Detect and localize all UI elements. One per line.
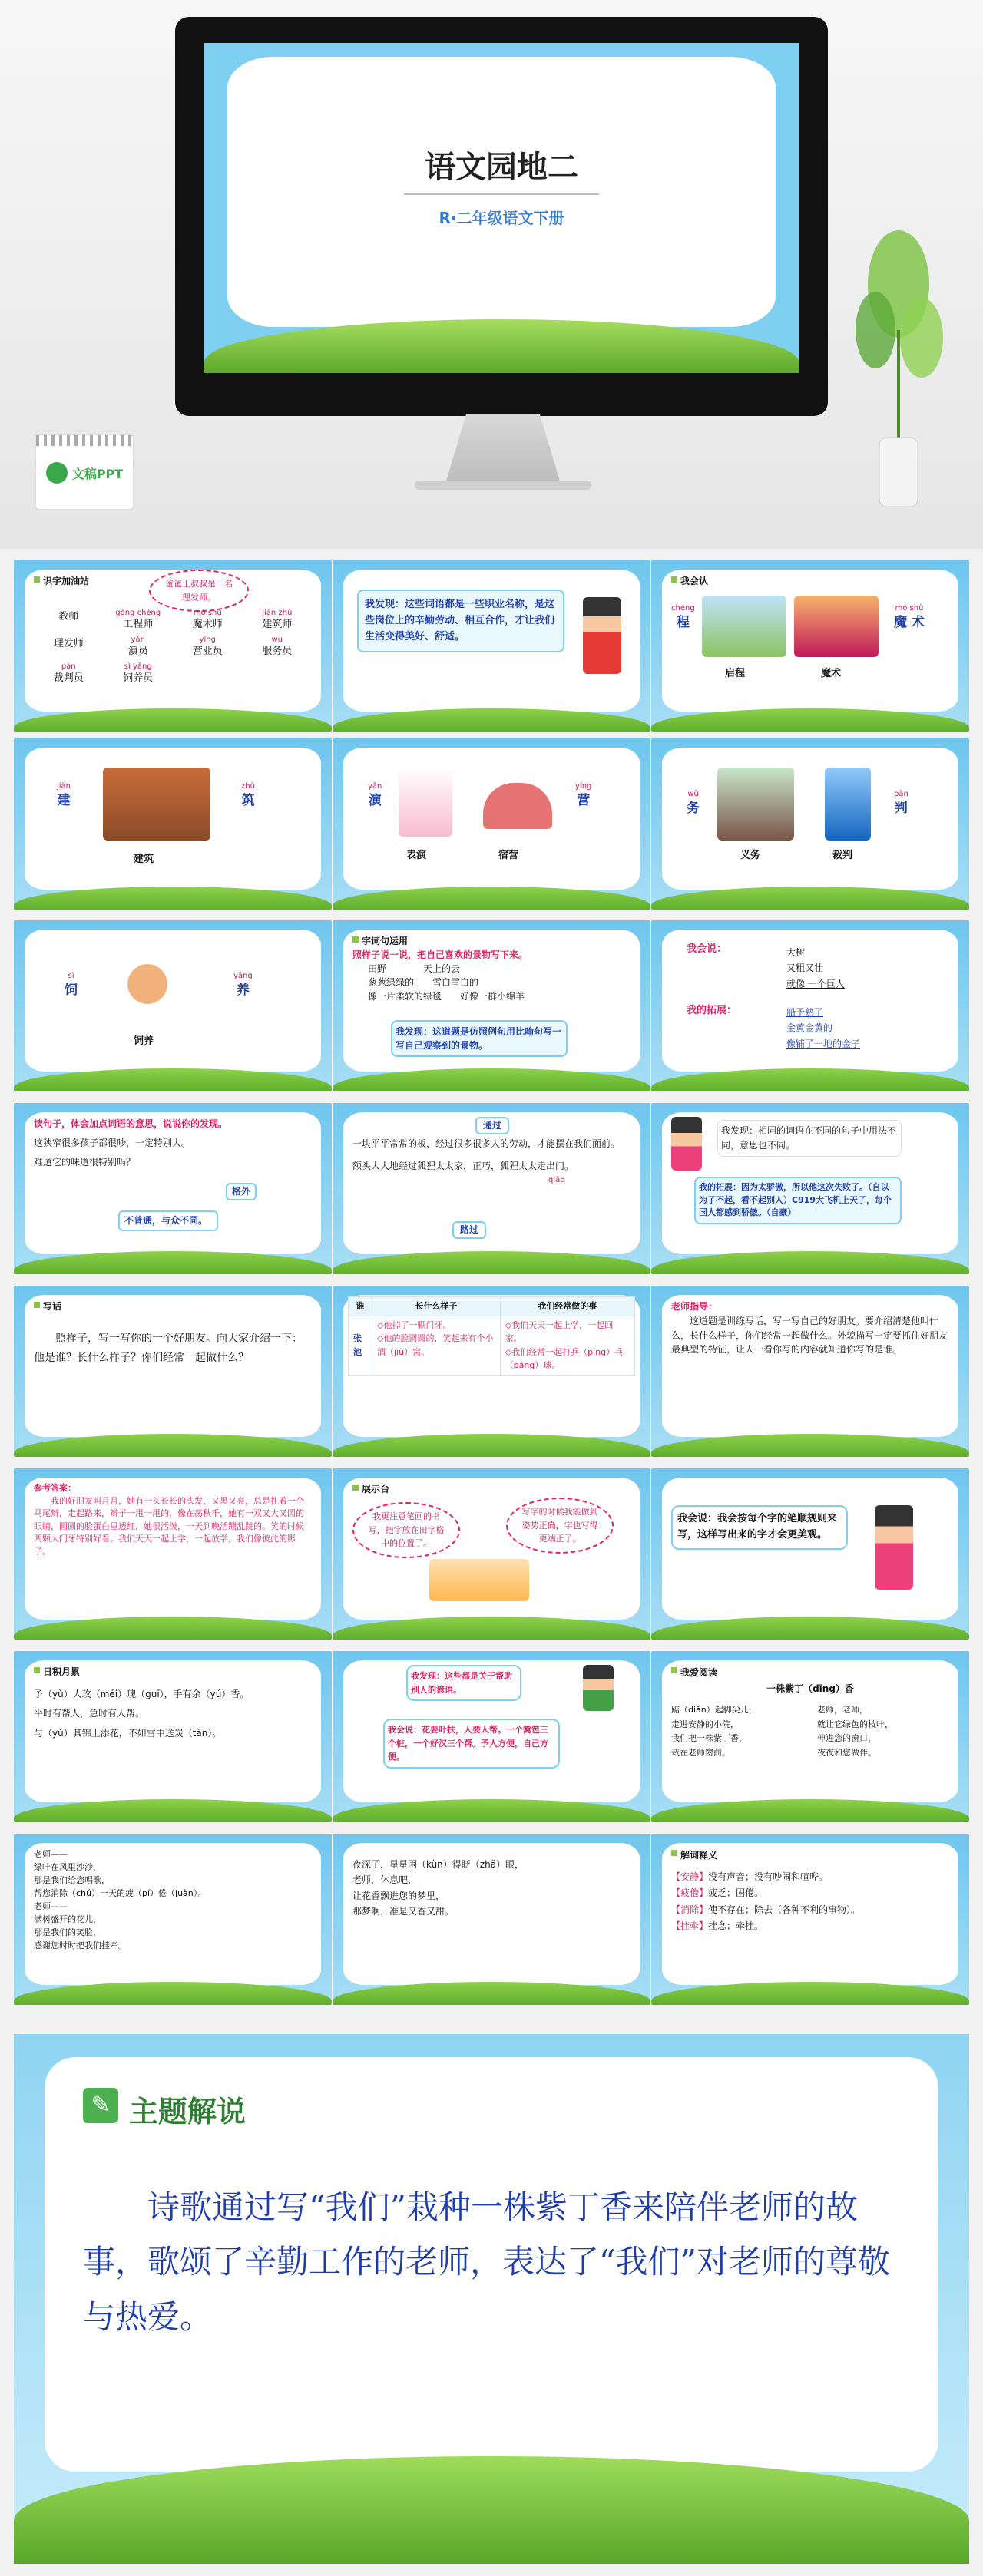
girl-illustration bbox=[875, 1505, 913, 1590]
word-siyang: 饲养 bbox=[134, 1035, 154, 1047]
extend-note: 我的拓展：因为太骄傲，所以他这次失败了。（自以为了不起，看不起别人）C919大飞机上天了，每个国人都感到骄傲。（自豪） bbox=[694, 1177, 902, 1224]
slide-23 bbox=[333, 1834, 650, 2005]
char-wu: wù 务 bbox=[687, 790, 700, 816]
referee-picture bbox=[825, 768, 871, 841]
speech-bubble: 爸爸王叔叔是一名理发师。 bbox=[149, 570, 249, 612]
slide-tag: 展示台 bbox=[352, 1482, 389, 1497]
poem-line: 满树盛开的花儿， bbox=[34, 1914, 101, 1925]
hero-banner bbox=[0, 0, 983, 549]
poem-line: 就让它绿色的枝叶， bbox=[817, 1719, 893, 1729]
vocab-word: gōng chéng 工程师 bbox=[115, 609, 161, 630]
sentence-2: 难道它的味道很特别吗？ bbox=[34, 1157, 136, 1168]
discovery-note: 我发现：这道题是仿照例句用比喻句写一写自己观察到的景物。 bbox=[391, 1020, 568, 1057]
say-note: 我会说：我会按每个字的笔顺规则来写，这样写出来的字才会更美观。 bbox=[671, 1505, 848, 1550]
char-jian: jiàn 建 bbox=[57, 782, 71, 808]
example-line: 田野 天上的云 bbox=[368, 963, 461, 974]
slide-tag: 我爱阅读 bbox=[671, 1665, 717, 1680]
vocab-word: wù 服务员 bbox=[262, 635, 293, 657]
slide-21 bbox=[651, 1651, 969, 1822]
poem-line: 夜深了，星星困（kùn）得眨（zhǎ）眼， bbox=[352, 1859, 525, 1870]
poem-line: 走进安静的小院， bbox=[671, 1719, 739, 1729]
extend-line: 船予熟了 bbox=[786, 1007, 824, 1018]
slide-20 bbox=[333, 1651, 650, 1822]
char-cheng: chéng 程 bbox=[671, 604, 695, 630]
poem-line: 老师，休息吧， bbox=[352, 1874, 418, 1886]
poem-line: 帮您消除（chú）一天的疲（pí）倦（juàn）。 bbox=[34, 1888, 207, 1899]
slide-6 bbox=[651, 738, 969, 910]
say-line: 大树 bbox=[786, 947, 806, 958]
girl-illustration bbox=[671, 1117, 702, 1171]
slide-tag: 解词释义 bbox=[671, 1848, 717, 1864]
word-biaoyan: 表演 bbox=[406, 850, 427, 861]
vocab-word: sì yǎng 饲养员 bbox=[123, 662, 154, 684]
girl-illustration bbox=[583, 597, 621, 674]
char-zhu: zhù 筑 bbox=[241, 782, 255, 808]
poem-line: 老师，老师， bbox=[817, 1705, 868, 1715]
poem-title: 一株紫丁（dīng）香 bbox=[766, 1683, 854, 1694]
extend-line: 像铺了一地的金子 bbox=[786, 1038, 861, 1049]
slide-tag: 我会认 bbox=[671, 574, 708, 589]
poem-line: 老师—— bbox=[34, 1901, 68, 1912]
theme-text: 诗歌通过写“我们”栽种一株紫丁香来陪伴老师的故事，歌颂了辛勤工作的老师，表达了“我们”对老师的尊敬与热爱。 bbox=[83, 2188, 890, 2336]
say-bubble: 我会说：花要叶扶，人要人帮。一个篱笆三个桩，一个好汉三个帮。予人方便，自己方便。 bbox=[383, 1719, 560, 1769]
table-cell-look: ◇他掉了一颗门牙。 ◇他的脸圆圆的，笑起来有个小酒（jiǔ）窝。 bbox=[372, 1316, 501, 1375]
slide-3 bbox=[651, 560, 969, 732]
poem-line: 踮（diǎn）起脚尖儿， bbox=[671, 1705, 757, 1715]
slide-1 bbox=[14, 560, 332, 732]
say-line: 就像 一个巨人 bbox=[786, 978, 845, 989]
discovery-bubble: 我发现：这些都是关于帮助别人的谚语。 bbox=[406, 1665, 521, 1701]
tent-picture bbox=[483, 783, 552, 829]
char-yang: yǎng 养 bbox=[233, 972, 253, 998]
slide-7 bbox=[14, 920, 332, 1091]
cover-subtitle: R·二年级语文下册 bbox=[439, 209, 564, 227]
monitor-foot bbox=[415, 481, 591, 490]
answer-text: 我的好朋友叫月月，她有一头长长的头发，又黑又亮，总是扎着一个马尾辫，走起路来，辫子一甩一甩的，像在荡秋千，她有一双又大又圆的眼睛，圆圆的脸蛋白里透红，她很活泼，一天到晚活蹦乱跳的。笑的时候两颗大门牙特别好看。我们天天一起上学，一起放学，我们像彼此的影子。 bbox=[34, 1495, 304, 1557]
theme-slide bbox=[14, 2034, 969, 2564]
poem-line: 栽在老师窗前。 bbox=[671, 1748, 730, 1759]
volunteer-picture bbox=[717, 768, 794, 841]
exercise-heading: 读句子，体会加点词语的意思，说说你的发现。 bbox=[34, 1118, 228, 1129]
answer-label: 参考答案： bbox=[34, 1483, 76, 1493]
slide-12 bbox=[651, 1103, 969, 1274]
word-qicheng: 启程 bbox=[725, 668, 746, 679]
poem-line: 那是我们给您唱歌， bbox=[34, 1875, 110, 1886]
definition-item: 【疲倦】疲乏；困倦。 bbox=[671, 1887, 764, 1899]
sentence-1: 一块平平常常的板，经过很多很多人的劳动，才能摆在我们面前。 bbox=[352, 1138, 621, 1149]
poem-line: 绿叶在风里沙沙， bbox=[34, 1862, 101, 1873]
slide-17 bbox=[333, 1468, 650, 1640]
writing-prompt: 照样子，写一写你的一个好朋友。向大家介绍一下：他是谁？长什么样子？你们经常一起做什么？ bbox=[34, 1332, 303, 1364]
monitor-stand bbox=[445, 414, 561, 484]
char-moshu: mó shù 魔 术 bbox=[894, 604, 925, 630]
logo-calendar bbox=[35, 434, 134, 510]
exercise-heading: 照样子说一说，把自己喜欢的景物写下来。 bbox=[352, 949, 528, 960]
poem-line: 感谢您时时把我们挂牵。 bbox=[34, 1940, 127, 1951]
hamster-picture bbox=[111, 949, 203, 1019]
char-ying: yíng 营 bbox=[575, 782, 592, 808]
word-jianzhu: 建筑 bbox=[134, 854, 154, 865]
word-suying: 宿营 bbox=[498, 850, 519, 861]
vocab-word: yíng 营业员 bbox=[192, 635, 223, 657]
poem-line: 让花香飘进您的梦里， bbox=[352, 1890, 445, 1901]
keyword-box: 通过 bbox=[475, 1117, 509, 1134]
definition-item: 【安静】没有声音；没有吵闹和喧哗。 bbox=[671, 1871, 829, 1882]
theme-heading: 主题解说 bbox=[129, 2095, 247, 2129]
slide-tag: 日积月累 bbox=[34, 1665, 80, 1679]
proverb-line: 与（yǔ）其锦上添花，不如雪中送炭（tàn）。 bbox=[34, 1727, 222, 1739]
slide-22 bbox=[14, 1834, 332, 2005]
cover-title: 语文园地二 bbox=[425, 150, 578, 185]
slide-8 bbox=[333, 920, 650, 1091]
table-header: 长什么样子 bbox=[372, 1297, 501, 1316]
plant-decoration bbox=[852, 215, 945, 522]
vocab-word: 教师 bbox=[58, 611, 79, 623]
proverb-line: 予（yǔ）人玫（méi）瑰（guī），手有余（yú）香。 bbox=[34, 1689, 250, 1700]
magic-picture bbox=[794, 596, 879, 657]
keyword-box: 路过 bbox=[452, 1221, 486, 1239]
slide-16 bbox=[14, 1468, 332, 1640]
pinyin-qiao: qiǎo bbox=[548, 1176, 565, 1184]
char-si: sì 饲 bbox=[65, 972, 78, 998]
word-moshu: 魔术 bbox=[821, 668, 842, 679]
slide-5 bbox=[333, 738, 650, 910]
slide-tag: 识字加油站 bbox=[34, 574, 89, 589]
say-label: 我会说： bbox=[687, 943, 727, 955]
char-pan: pàn 判 bbox=[894, 790, 909, 816]
table-header: 谁 bbox=[349, 1297, 372, 1316]
table-header: 我们经常做的事 bbox=[500, 1297, 634, 1316]
char-yan: yǎn 演 bbox=[368, 782, 382, 808]
poem-line: 那是我们的笑脸， bbox=[34, 1927, 101, 1938]
slide-15 bbox=[651, 1286, 969, 1457]
boy-illustration bbox=[583, 1665, 614, 1711]
speech-bubble: 写字的时候我能做到姿势正确，字也写得更端正了。 bbox=[506, 1498, 614, 1554]
slide-11 bbox=[333, 1103, 650, 1274]
example-line: 像一片柔软的绿毯 好像一群小绵羊 bbox=[368, 991, 525, 1002]
monitor bbox=[175, 17, 828, 416]
extend-line: 金黄金黄的 bbox=[786, 1022, 833, 1034]
poem-line: 那梦啊，准是又香又甜。 bbox=[352, 1906, 455, 1917]
word-yiwu: 义务 bbox=[740, 850, 761, 861]
slide-10 bbox=[14, 1103, 332, 1274]
poem-line: 夜夜和您做伴。 bbox=[817, 1748, 876, 1759]
proverb-line: 平时有帮人，急时有人帮。 bbox=[34, 1708, 145, 1719]
slide-4 bbox=[14, 738, 332, 910]
dancer-picture bbox=[399, 768, 452, 837]
definition-item: 【消除】使不存在；除去（各种不利的事物）。 bbox=[671, 1904, 861, 1915]
discovery-text: 我发现：相同的词语在不同的句子中用法不同，意思也不同。 bbox=[717, 1120, 902, 1157]
definition-item: 【挂牵】挂念；牵挂。 bbox=[671, 1920, 764, 1932]
meaning-box: 不普通，与众不同。 bbox=[118, 1210, 218, 1231]
poem-line: 我们把一株紫丁香， bbox=[671, 1733, 747, 1744]
slide-24 bbox=[651, 1834, 969, 2005]
slide-13 bbox=[14, 1286, 332, 1457]
extend-label: 我的拓展： bbox=[687, 1005, 737, 1016]
logo-text: 文稿PPT bbox=[71, 466, 124, 481]
table-cell-activity: ◇我们天天一起上学，一起回家。 ◇我们经常一起打乒（pīng）乓（pāng）球。 bbox=[500, 1316, 634, 1375]
building-picture bbox=[103, 768, 210, 841]
slide-14 bbox=[333, 1286, 650, 1457]
slide-tag: 字词句运用 bbox=[352, 934, 408, 948]
slide-2 bbox=[333, 560, 650, 732]
guide-text: 这道题是训练写话，写一写自己的好朋友。要介绍清楚他叫什么，长什么样子，你们经常一起做什么。外貌描写一定要抓住好朋友最典型的特征，让人一看你写的内容就知道你写的是谁。 bbox=[671, 1316, 948, 1356]
vocab-word: jiàn zhù 建筑师 bbox=[262, 609, 293, 630]
speech-bubble: 我更注意笔画的书写，把字放在田字格中的位置了。 bbox=[352, 1502, 460, 1558]
vocab-word: mó shù 魔术师 bbox=[192, 609, 223, 630]
sentence-1: 这狭窄很多孩子都很吵，一定特别大。 bbox=[34, 1138, 191, 1149]
kids-writing-picture bbox=[429, 1559, 529, 1601]
cover-slide bbox=[204, 43, 799, 373]
vocab-word: 理发师 bbox=[53, 637, 84, 649]
word-caipan: 裁判 bbox=[832, 850, 853, 861]
vocab-word: yǎn 演员 bbox=[127, 635, 148, 657]
slide-tag: 写话 bbox=[34, 1300, 61, 1314]
vocab-word: pàn 裁判员 bbox=[53, 662, 84, 684]
guide-label: 老师指导： bbox=[671, 1301, 718, 1312]
sentence-2: 额头大大地经过狐狸太太家，正巧，狐狸太太走出门。 bbox=[352, 1161, 574, 1172]
poem-line: 伸进您的窗口， bbox=[817, 1733, 876, 1744]
slide-19 bbox=[14, 1651, 332, 1822]
slide-9 bbox=[651, 920, 969, 1091]
keyword-box: 格外 bbox=[226, 1183, 257, 1200]
friend-table bbox=[348, 1296, 635, 1376]
slide-18 bbox=[651, 1468, 969, 1640]
table-cell-name: 张池 bbox=[349, 1316, 372, 1375]
pencil-icon: ✎ bbox=[83, 2088, 118, 2123]
say-line: 又粗又壮 bbox=[786, 963, 824, 974]
example-line: 葱葱绿绿的 雪白雪白的 bbox=[368, 977, 479, 988]
discovery-note: 我发现：这些词语都是一些职业名称，是这些岗位上的辛勤劳动、相互合作，才让我们生活变得美好、舒适。 bbox=[357, 590, 564, 652]
poem-line: 老师—— bbox=[34, 1849, 68, 1859]
journey-picture bbox=[702, 596, 786, 657]
logo-icon bbox=[46, 462, 68, 484]
